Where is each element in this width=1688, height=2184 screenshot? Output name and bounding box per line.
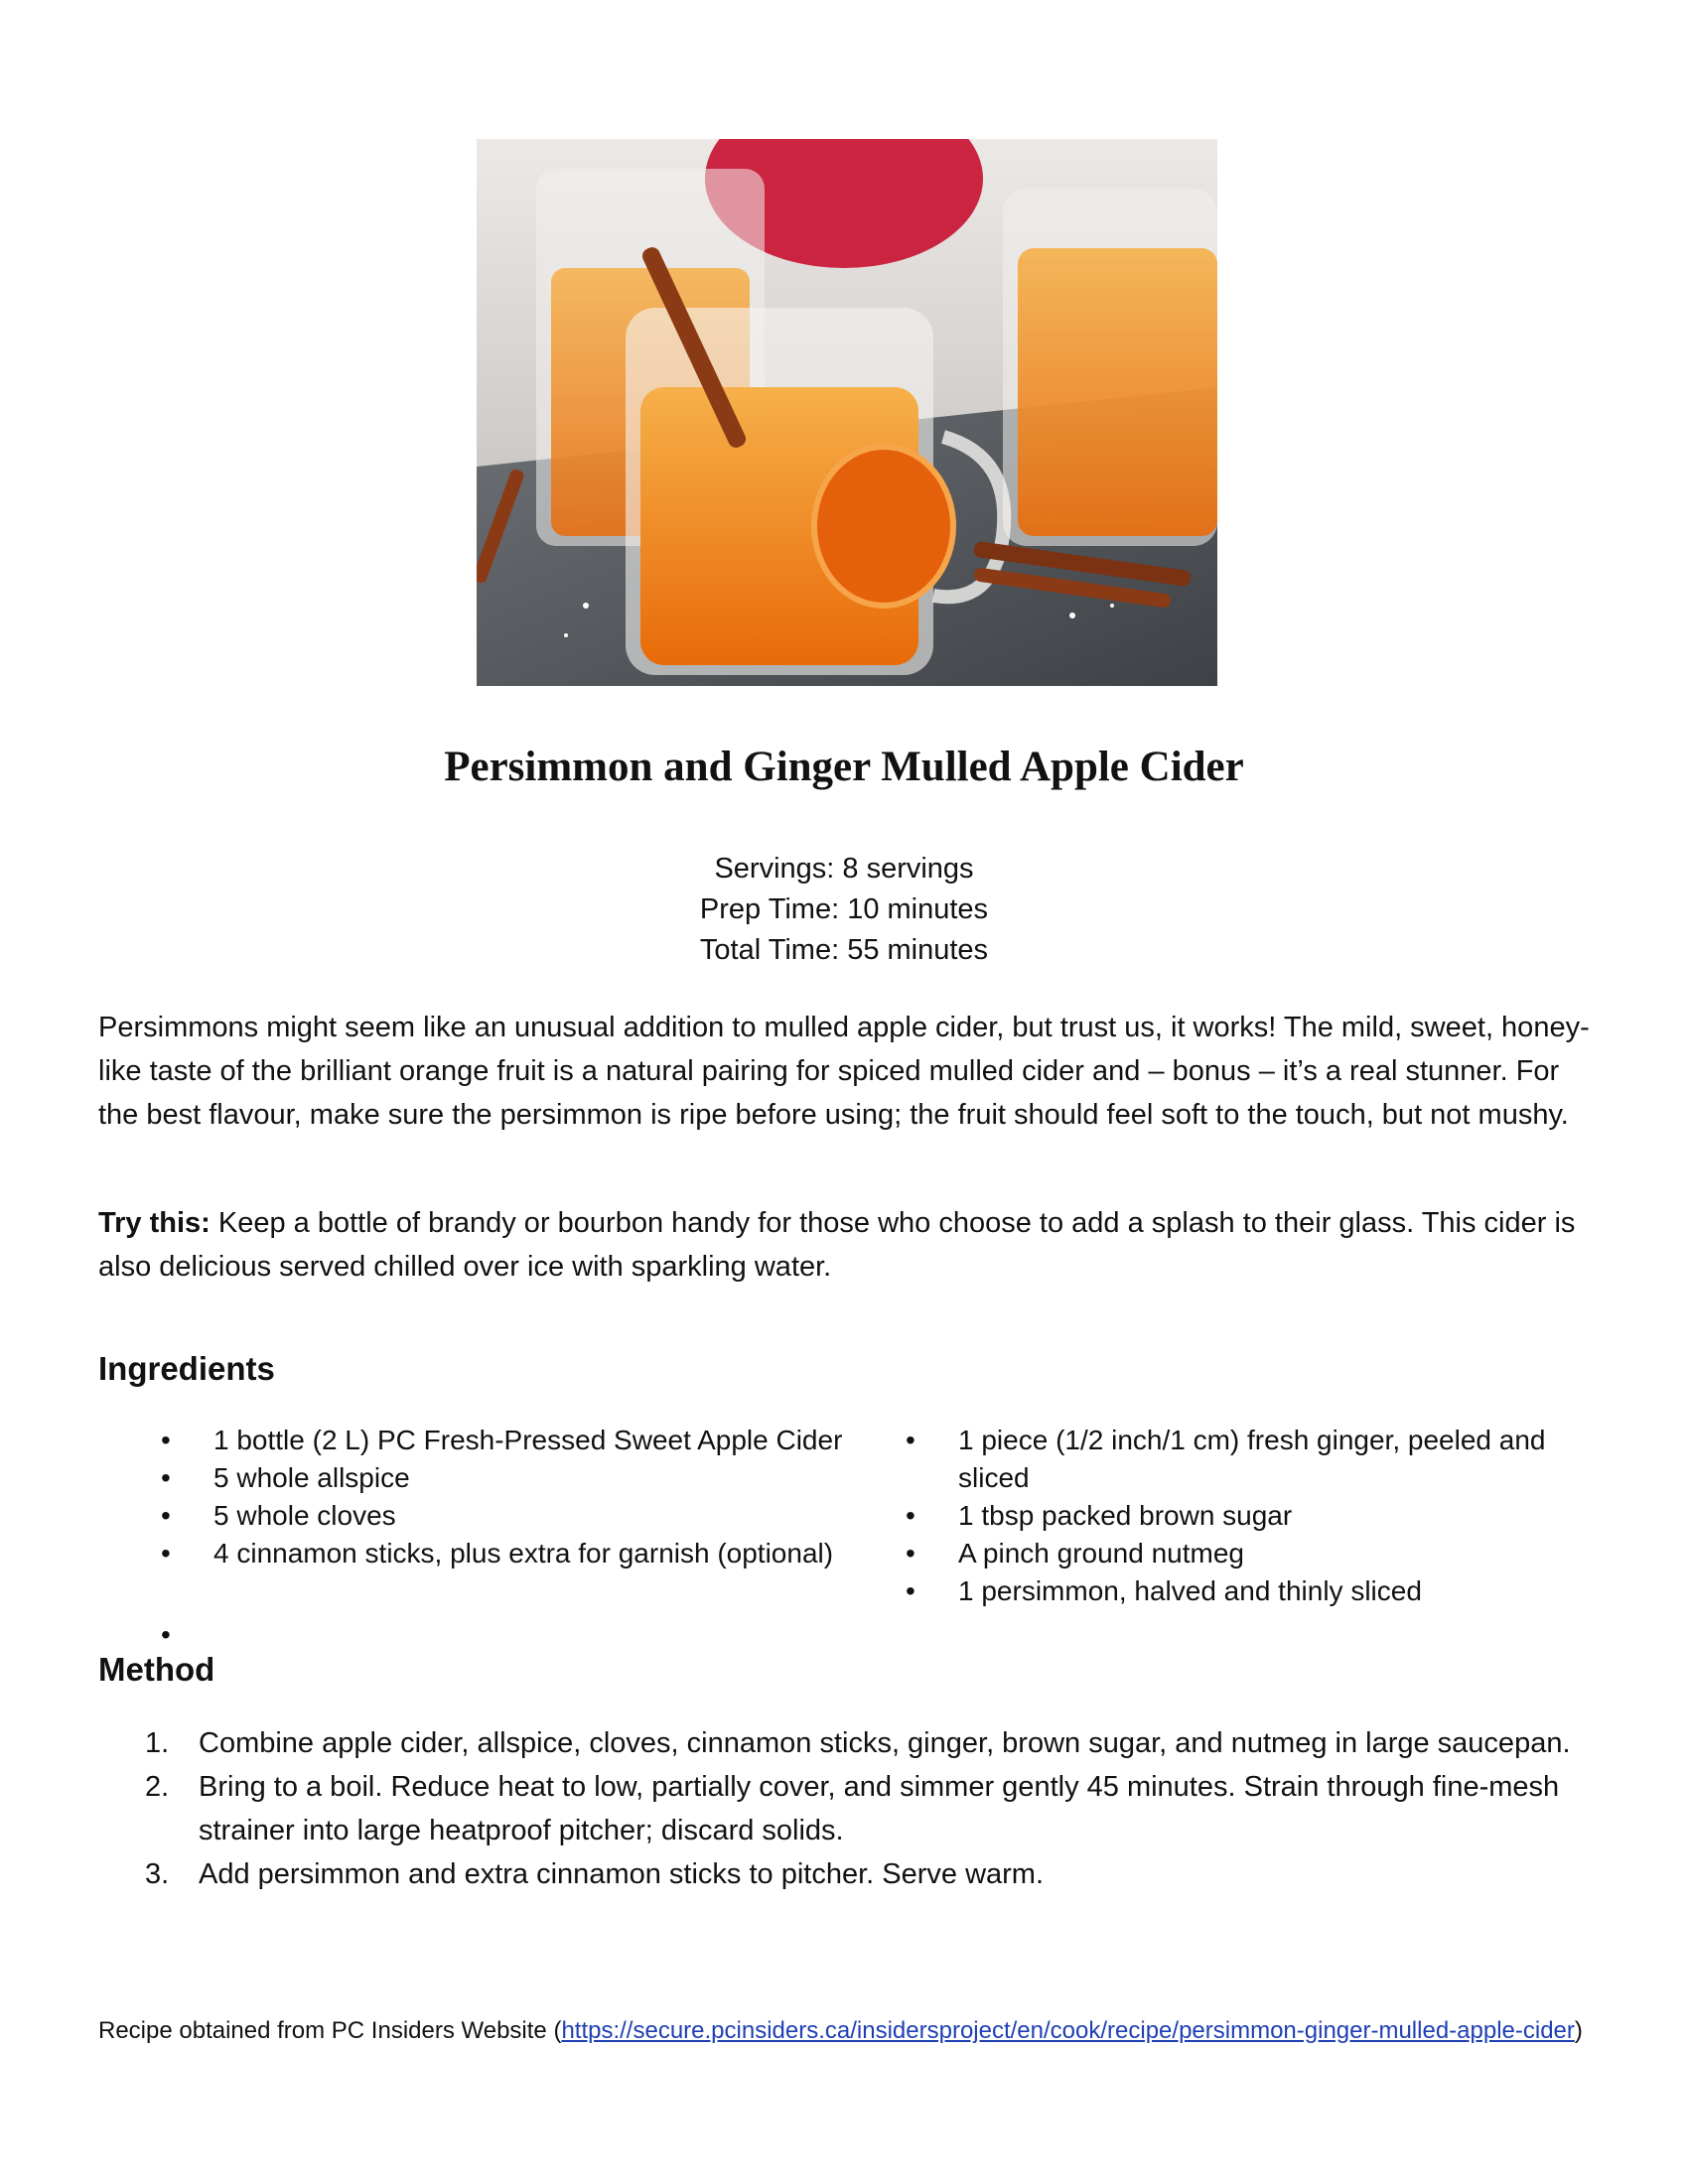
source-note — [98, 2014, 1598, 2048]
ingredient-item: • 1 piece (1/2 inch/1 cm) fresh ginger, peeled and sliced — [906, 1422, 1581, 1497]
try-this-text: Keep a bottle of brandy or bourbon handy for those who choose to add a splash to their glass. This cider is also delicious served chilled over ice with sparkling water. — [98, 1207, 1576, 1283]
step-number: 1. — [145, 1727, 170, 1759]
empty-bullet: • — [161, 1619, 171, 1650]
method-step — [145, 1852, 1585, 1896]
ingredient-item: • A pinch ground nutmeg — [906, 1535, 1581, 1572]
servings: Servings: 8 servings — [714, 853, 974, 885]
recipe-meta — [0, 849, 1688, 971]
ingredient-item: • 4 cinnamon sticks, plus extra for garnish (optional) — [161, 1535, 856, 1572]
page-title: Persimmon and Ginger Mulled Apple Cider — [444, 744, 1244, 790]
prep-time: Prep Time: 10 minutes — [699, 893, 989, 925]
method-steps — [145, 1721, 1585, 1896]
source-prefix: Recipe obtained from PC Insiders Website ( — [98, 2017, 562, 2044]
source-link[interactable]: https://secure.pcinsiders.ca/insidersproject/en/cook/recipe/persimmon-ginger-mulled-apple-cider — [561, 2017, 1575, 2044]
cider-photo — [477, 139, 1217, 686]
ingredients-heading: Ingredients — [98, 1350, 275, 1387]
ingredient-item: • 1 persimmon, halved and thinly sliced — [906, 1572, 1581, 1610]
method-heading: Method — [98, 1651, 215, 1688]
step-number: 2. — [145, 1771, 170, 1803]
step-text: Add persimmon and extra cinnamon sticks to pitcher. Serve warm. — [199, 1858, 1045, 1890]
step-text: Bring to a boil. Reduce heat to low, partially cover, and simmer gently 45 minutes. Strain through fine-mesh strainer into large heatproof pitcher; discard solids. — [199, 1771, 1560, 1846]
ingredients-list-left — [161, 1422, 856, 1572]
ingredient-item: • 1 tbsp packed brown sugar — [906, 1497, 1581, 1535]
total-time: Total Time: 55 minutes — [699, 934, 989, 966]
intro-paragraph: Persimmons might seem like an unusual addition to mulled apple cider, but trust us, it works! The mild, sweet, honey-like taste of the brilliant orange fruit is a natural pairing for spiced mulled cider and – bonus – it’s a real stunner. For the best flavour, make sure the persimmon is ripe before using; the fruit should feel soft to the touch, but not mushy. — [98, 1012, 1590, 1131]
method-step — [145, 1721, 1585, 1765]
source-suffix: ) — [1574, 2017, 1583, 2044]
ingredient-item: • 5 whole cloves — [161, 1497, 856, 1535]
ingredient-item: • 5 whole allspice — [161, 1459, 856, 1497]
step-number: 3. — [145, 1858, 170, 1890]
mulled-cider-photo-icon — [477, 139, 1217, 686]
step-text: Combine apple cider, allspice, cloves, cinnamon sticks, ginger, brown sugar, and nutmeg in large saucepan. — [199, 1727, 1571, 1759]
method-step — [145, 1765, 1585, 1852]
ingredients-list-right — [906, 1422, 1581, 1610]
ingredient-item: • 1 bottle (2 L) PC Fresh-Pressed Sweet Apple Cider — [161, 1422, 856, 1459]
try-this-paragraph — [98, 1201, 1598, 1289]
try-this-label: Try this: — [98, 1207, 211, 1239]
